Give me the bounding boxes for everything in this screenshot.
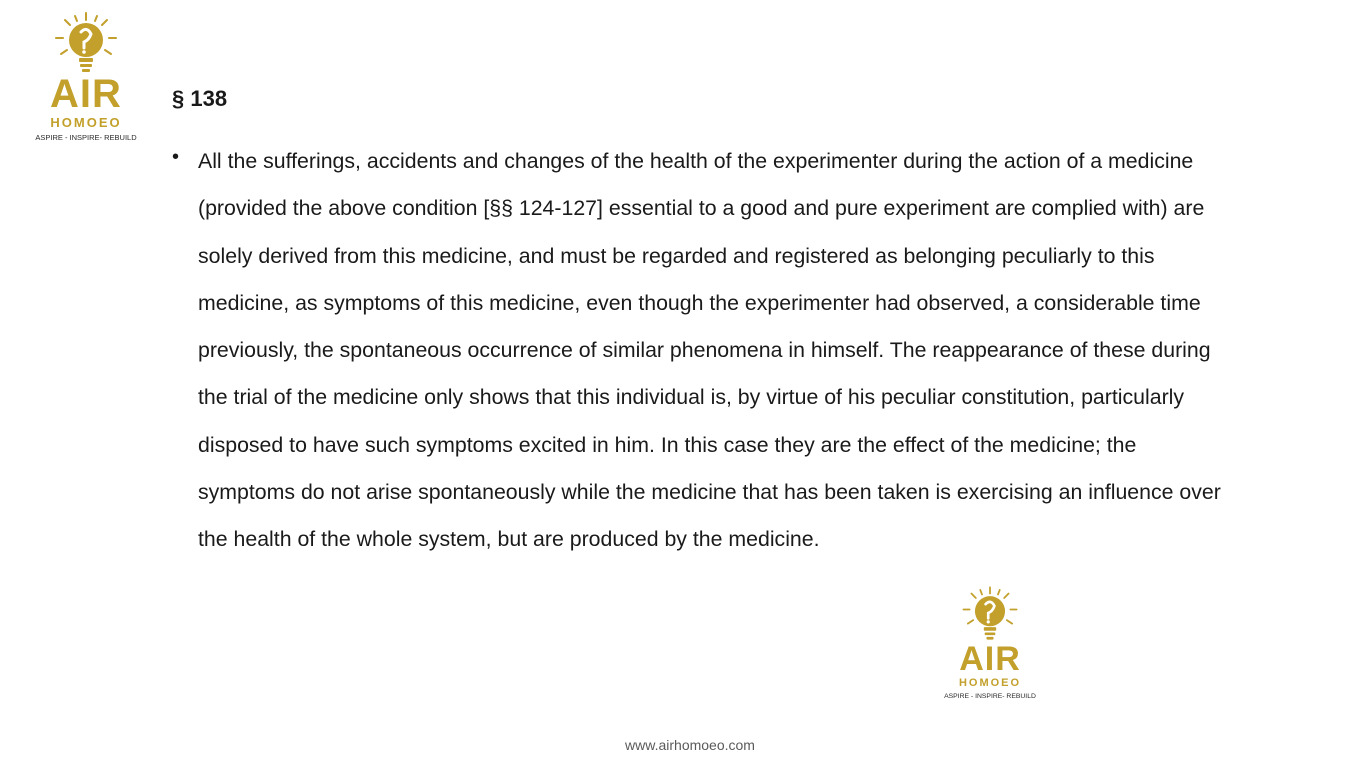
logo-wordmark: AIR	[959, 640, 1021, 678]
brand-logo-watermark	[940, 584, 1040, 701]
logo-subtitle: HOMOEO	[958, 677, 1022, 689]
logo-subtitle: HOMOEO	[50, 115, 122, 130]
lightbulb-icon	[51, 10, 121, 74]
aphorism-paragraph: All the sufferings, accidents and changes of the health of the experimenter during the action of a medicine (provided the above condition [§§ 124-127] essential to a good and pure experiment are complied with) are solely derived from this medicine, and must be regarded and registered as belonging peculiarly to this medicine, as symptoms of this medicine, even though the experimenter had observed, a considerable time previously, the spontaneous occurrence of similar phenomena in himself. The reappearance of these during the trial of the medicine only shows that this individual is, by virtue of his peculiar constitution, particularly disposed to have such symptoms excited in him. In this case they are the effect of the medicine; the symptoms do not arise spontaneously while the medicine that has been taken is exercising an influence over the health of the whole system, but are produced by the medicine.	[198, 149, 1221, 552]
logo-tagline: ASPIRE - INSPIRE- REBUILD	[944, 693, 1036, 700]
lightbulb-icon	[959, 584, 1021, 642]
logo-tagline: ASPIRE - INSPIRE- REBUILD	[35, 133, 137, 142]
brand-logo-top	[30, 10, 142, 142]
bullet-marker: •	[172, 146, 180, 168]
logo-wordmark: AIR	[50, 72, 122, 116]
section-title: § 138	[172, 86, 228, 111]
footer-website-link[interactable]: www.airhomoeo.com	[625, 737, 755, 753]
